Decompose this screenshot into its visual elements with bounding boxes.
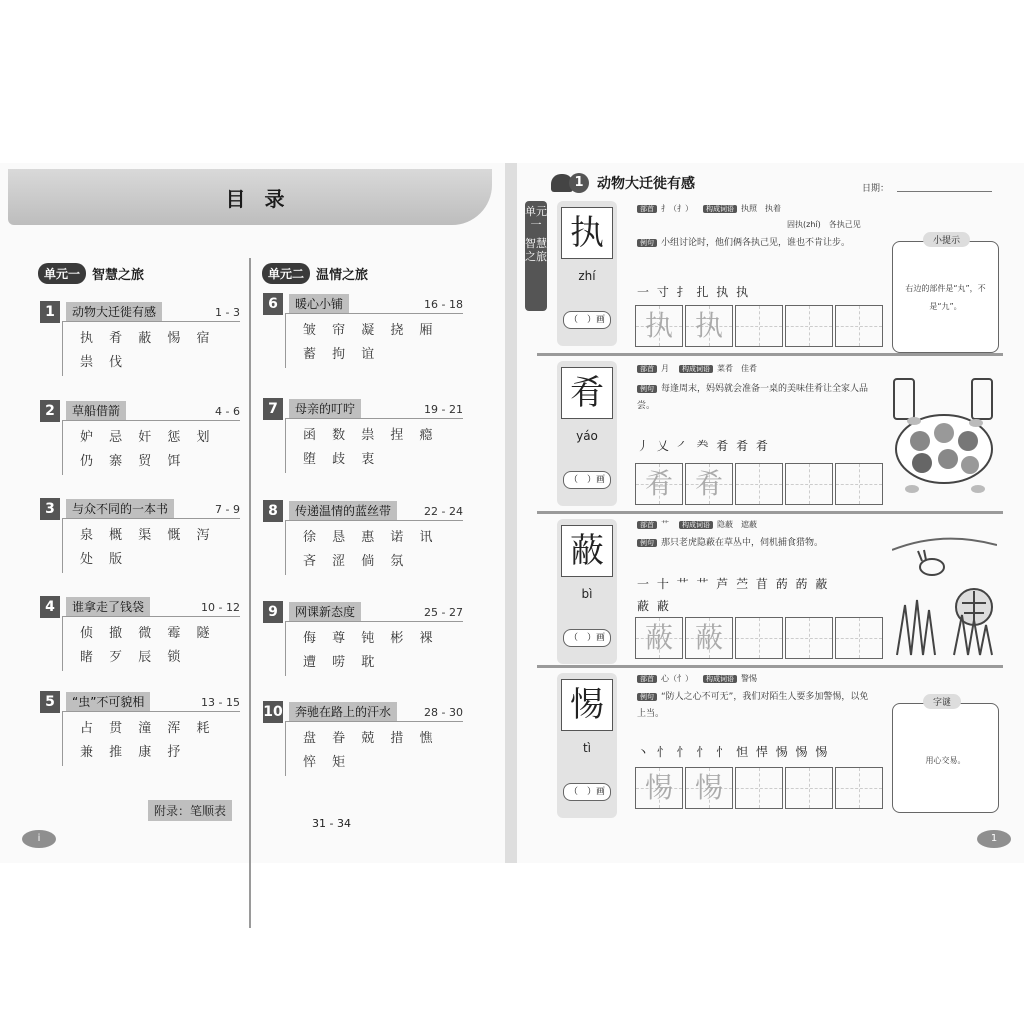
lesson-characters — [303, 627, 439, 675]
example-text: 小组讨论时，他们俩各执己见，谁也不肯让步。 — [661, 238, 851, 248]
lesson-title: “虫”不可貌相 — [66, 692, 150, 711]
example-tag: 例句 — [637, 693, 657, 701]
appendix-entry[interactable] — [148, 791, 351, 830]
trace-cell[interactable] — [685, 463, 733, 505]
example-tag: 例句 — [637, 539, 657, 547]
side-rule — [285, 520, 286, 575]
lesson-entry-6[interactable] — [263, 293, 463, 368]
lesson-pages: 16 - 18 — [424, 298, 463, 311]
char-row: 执 肴 蔽 惕 宿 — [80, 331, 216, 346]
side-rule — [285, 621, 286, 676]
trace-char: 蔽 — [694, 621, 723, 654]
lesson-entry-10[interactable] — [263, 701, 463, 776]
trace-char: 惕 — [694, 771, 723, 804]
trace-char: 执 — [644, 309, 673, 342]
entry-separator — [537, 511, 1003, 514]
char-row: 侮 尊 钝 彬 裸 — [303, 631, 439, 646]
char-row: 处 版 — [80, 552, 129, 567]
unit-side-label: 单元一 — [525, 205, 547, 231]
lesson-characters — [80, 426, 216, 474]
lesson-entry-7[interactable] — [263, 398, 463, 473]
character: 蔽 — [561, 525, 613, 577]
char-row: 遭 唠 耽 — [303, 655, 381, 670]
lesson-title: 奔驰在路上的汗水 — [289, 702, 397, 721]
rule — [285, 313, 463, 314]
side-rule — [62, 321, 63, 376]
unit1-badge: 单元一 — [38, 263, 86, 284]
worksheet-page — [517, 163, 1024, 863]
char-row: 函 数 祟 捏 瘾 — [303, 428, 439, 443]
char-row: 妒 忌 奸 惩 划 — [80, 430, 216, 445]
trace-char: 肴 — [644, 467, 673, 500]
character-card-1 — [557, 201, 617, 346]
appendix-label: 附录：笔顺表 — [148, 800, 232, 821]
lesson-entry-4[interactable] — [40, 596, 240, 671]
trace-cell[interactable] — [635, 617, 683, 659]
lesson-number: 7 — [263, 398, 283, 420]
lesson-pages: 22 - 24 — [424, 505, 463, 518]
lesson-pages: 10 - 12 — [201, 601, 240, 614]
rule — [285, 520, 463, 521]
lesson-number: 3 — [40, 498, 60, 520]
example-text: “防人之心不可无”，我们对陌生人要多加警惕，以免上当。 — [637, 692, 869, 719]
page-number-right: 1 — [977, 830, 1011, 848]
radical-line — [637, 203, 781, 214]
radical-tag: 部首 — [637, 205, 657, 213]
lesson-number: 8 — [263, 500, 283, 522]
unit1-heading — [38, 262, 144, 284]
trace-char: 惕 — [644, 771, 673, 804]
radical: 艹 — [661, 520, 669, 529]
unit-side-name: 智慧之旅 — [525, 237, 547, 263]
date-field[interactable] — [897, 191, 992, 192]
rule — [285, 621, 463, 622]
lesson-title: 暖心小铺 — [289, 294, 349, 313]
lesson-characters — [303, 319, 439, 367]
contents-title: 目 录 — [225, 187, 291, 211]
side-rule — [285, 313, 286, 368]
pinyin: zhí — [578, 269, 596, 283]
tiger-grass-illustration — [892, 525, 997, 660]
lesson-number: 10 — [263, 701, 283, 723]
example-sentence — [637, 689, 877, 723]
unit2-name: 温情之旅 — [316, 267, 369, 283]
side-rule — [285, 418, 286, 473]
page-number-left: i — [22, 830, 56, 848]
lesson-number: 4 — [40, 596, 60, 618]
radical-line — [637, 363, 757, 374]
character-card-3 — [557, 519, 617, 664]
example-sentence — [637, 235, 877, 252]
stroke-order: 一 十 艹 艹 芦 苎 苜 菂 菂 蔽 — [637, 577, 830, 591]
lesson-entry-3[interactable] — [40, 498, 240, 573]
radical: 月 — [661, 364, 669, 373]
stroke-count-field[interactable]: （ ）画 — [563, 311, 611, 329]
example-text: 每逢周末，妈妈就会准备一桌的美味佳肴让全家人品尝。 — [637, 384, 869, 411]
rule — [285, 721, 463, 722]
words: 执照 执着 — [741, 204, 781, 213]
trace-char: 蔽 — [644, 621, 673, 654]
practice-grid[interactable] — [635, 305, 885, 347]
practice-cell[interactable] — [785, 463, 833, 505]
rule — [62, 420, 240, 421]
words-tag: 构成词语 — [679, 521, 713, 529]
riddle-text: 用心交易。 — [925, 756, 966, 765]
entry-separator — [537, 353, 1003, 356]
lesson-entry-8[interactable] — [263, 500, 463, 575]
lesson-number-badge: 1 — [569, 173, 589, 193]
practice-grid[interactable] — [635, 463, 885, 505]
pinyin: bì — [581, 587, 593, 601]
rule — [62, 616, 240, 617]
tip-text: 右边的部件是“丸”，不是“九”。 — [905, 284, 986, 311]
lesson-title: 母亲的叮咛 — [289, 399, 361, 418]
radical: 心（忄） — [661, 674, 693, 683]
example-sentence — [637, 535, 877, 552]
lesson-title: 草船借箭 — [66, 401, 126, 420]
practice-cell[interactable] — [835, 463, 883, 505]
lesson-entry-2[interactable] — [40, 400, 240, 475]
char-row: 仍 寨 贸 饵 — [80, 454, 187, 469]
char-row: 占 贯 潼 浑 耗 — [80, 721, 216, 736]
words: 隐蔽 遮蔽 — [717, 520, 757, 529]
char-row: 睹 歹 辰 锁 — [80, 650, 187, 665]
trace-char: 肴 — [694, 467, 723, 500]
character-card-4 — [557, 673, 617, 818]
practice-cell[interactable] — [835, 305, 883, 347]
char-row: 悴 矩 — [303, 755, 352, 770]
practice-cell[interactable] — [785, 305, 833, 347]
tip-title: 小提示 — [923, 232, 970, 247]
char-row: 徐 恳 惠 诺 讯 — [303, 530, 439, 545]
lesson-number: 1 — [40, 301, 60, 323]
stroke-count-field[interactable]: （ ）画 — [563, 783, 611, 801]
practice-cell[interactable] — [835, 617, 883, 659]
lesson-title: 网课新态度 — [289, 602, 361, 621]
side-rule — [62, 711, 63, 766]
example-tag: 例句 — [637, 239, 657, 247]
words-tag: 构成词语 — [703, 205, 737, 213]
lesson-number: 5 — [40, 691, 60, 713]
radical-line — [637, 673, 757, 684]
radical-line — [637, 519, 757, 530]
practice-cell[interactable] — [785, 767, 833, 809]
lesson-characters — [80, 717, 216, 765]
words-line-2: 固执(zhí) 各执己见 — [787, 220, 861, 229]
dining-table-illustration — [892, 371, 997, 503]
char-row: 盘 眷 兢 措 憔 — [303, 731, 439, 746]
trace-cell[interactable] — [635, 305, 683, 347]
lesson-title: 谁拿走了钱袋 — [66, 597, 150, 616]
lesson-pages: 19 - 21 — [424, 403, 463, 416]
character: 肴 — [561, 367, 613, 419]
rule — [62, 321, 240, 322]
radical-tag: 部首 — [637, 521, 657, 529]
lesson-entry-1[interactable] — [40, 301, 240, 376]
words-tag: 构成词语 — [679, 365, 713, 373]
practice-cell[interactable] — [735, 617, 783, 659]
appendix-pages: 31 - 34 — [312, 817, 351, 830]
practice-cell[interactable] — [735, 767, 783, 809]
lesson-pages: 28 - 30 — [424, 706, 463, 719]
stroke-count-field[interactable]: （ ）画 — [563, 471, 611, 489]
practice-cell[interactable] — [835, 767, 883, 809]
lesson-number: 2 — [40, 400, 60, 422]
example-text: 那只老虎隐蔽在草丛中，伺机捕食猎物。 — [661, 538, 824, 548]
tip-box — [892, 236, 999, 353]
dining-table-icon — [892, 371, 997, 503]
words: 警惕 — [741, 674, 757, 683]
lesson-characters — [80, 622, 216, 670]
radical-tag: 部首 — [637, 675, 657, 683]
lesson-title: 动物大迁徙有感 — [66, 302, 162, 321]
char-row: 祟 伐 — [80, 355, 129, 370]
char-row: 吝 涩 倘 氛 — [303, 554, 410, 569]
practice-grid[interactable] — [635, 617, 885, 659]
practice-cell[interactable] — [785, 617, 833, 659]
lesson-heading — [551, 173, 695, 193]
lesson-pages: 13 - 15 — [201, 696, 240, 709]
char-row: 皱 帘 凝 挠 厢 — [303, 323, 439, 338]
unit2-badge: 单元二 — [262, 263, 310, 284]
pinyin: tì — [582, 741, 592, 755]
trace-cell[interactable] — [685, 305, 733, 347]
lesson-pages: 25 - 27 — [424, 606, 463, 619]
stroke-order: 丿 乂 ㇒ 龹 肴 肴 肴 — [637, 439, 770, 453]
lesson-characters — [303, 727, 439, 775]
example-tag: 例句 — [637, 385, 657, 393]
side-rule — [62, 616, 63, 671]
example-sentence — [637, 381, 877, 415]
radical: 扌（扌） — [661, 204, 693, 213]
rule — [285, 418, 463, 419]
stroke-order: 丶 忄 忄 忄 忄 怛 悍 惕 惕 惕 — [637, 745, 830, 759]
unit1-name: 智慧之旅 — [92, 267, 145, 283]
lesson-entry-9[interactable] — [263, 601, 463, 676]
lesson-number: 9 — [263, 601, 283, 623]
date-label: 日期： — [862, 184, 890, 194]
lesson-characters — [80, 327, 216, 375]
trace-cell[interactable] — [635, 767, 683, 809]
words: 菜肴 佳肴 — [717, 364, 757, 373]
char-row: 堕 歧 衷 — [303, 452, 381, 467]
trace-char: 执 — [694, 309, 723, 342]
character: 惕 — [561, 679, 613, 731]
words-tag: 构成词语 — [703, 675, 737, 683]
riddle-title: 字谜 — [923, 694, 961, 709]
stroke-order-cont: 蔽 蔽 — [637, 599, 671, 613]
side-rule — [285, 721, 286, 776]
book-gutter — [505, 163, 517, 863]
lesson-characters — [303, 424, 439, 472]
lesson-entry-5[interactable] — [40, 691, 240, 766]
stroke-count-field[interactable]: （ ）画 — [563, 629, 611, 647]
char-row: 泉 概 渠 慨 泻 — [80, 528, 216, 543]
practice-grid[interactable] — [635, 767, 885, 809]
lesson-pages: 1 - 3 — [215, 306, 240, 319]
lesson-pages: 4 - 6 — [215, 405, 240, 418]
trace-cell[interactable] — [635, 463, 683, 505]
unit2-heading — [262, 262, 368, 284]
character-card-2 — [557, 361, 617, 506]
rule — [62, 711, 240, 712]
trace-cell[interactable] — [685, 767, 733, 809]
char-row: 蓄 拘 谊 — [303, 347, 381, 362]
trace-cell[interactable] — [685, 617, 733, 659]
char-row: 兼 推 康 抒 — [80, 745, 187, 760]
lesson-number: 6 — [263, 293, 283, 315]
lesson-title: 动物大迁徙有感 — [597, 176, 695, 192]
practice-cell[interactable] — [735, 463, 783, 505]
radical-tag: 部首 — [637, 365, 657, 373]
lesson-pages: 7 - 9 — [215, 503, 240, 516]
char-row: 侦 撤 微 霉 隧 — [80, 626, 216, 641]
contents-banner — [8, 169, 492, 225]
pinyin: yáo — [576, 429, 598, 443]
tiger-grass-icon — [892, 525, 997, 660]
unit-side-tab — [525, 201, 547, 311]
side-rule — [62, 518, 63, 573]
lesson-characters — [80, 524, 216, 572]
riddle-box — [892, 698, 999, 813]
rule — [62, 518, 240, 519]
entry-separator — [537, 665, 1003, 668]
lesson-characters — [303, 526, 439, 574]
side-rule — [62, 420, 63, 475]
contents-page — [0, 163, 505, 863]
practice-cell[interactable] — [735, 305, 783, 347]
stroke-order: 一 寸 扌 扎 执 执 — [637, 285, 751, 299]
character: 执 — [561, 207, 613, 259]
lesson-title: 传递温情的蓝丝带 — [289, 501, 397, 520]
lesson-title: 与众不同的一本书 — [66, 499, 174, 518]
